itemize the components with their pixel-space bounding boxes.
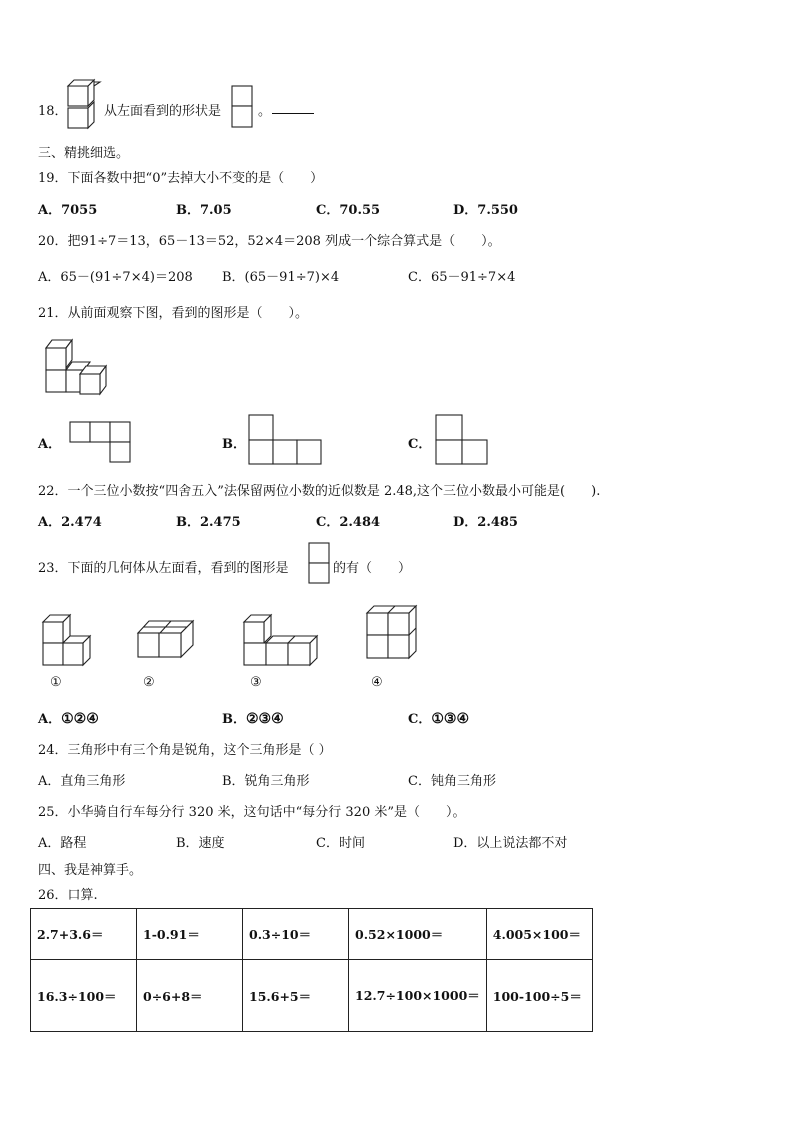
q26-calc-table xyxy=(30,908,593,1032)
q19-option-d[interactable]: D．7.550 xyxy=(453,203,518,218)
q23-figure-3 xyxy=(243,614,319,670)
calc-cell[interactable]: 16.3÷100＝ xyxy=(31,960,137,1032)
table-row xyxy=(31,909,593,960)
q23-option-a[interactable] xyxy=(38,708,99,727)
q22-option-b[interactable]: B．2.475 xyxy=(176,515,241,530)
q21-option-c[interactable]: C． xyxy=(408,437,432,452)
q18-answer-blank[interactable] xyxy=(272,101,314,118)
calc-cell[interactable]: 15.6+5＝ xyxy=(243,960,349,1032)
q21-cube-figure xyxy=(44,338,116,396)
calc-cell[interactable]: 4.005×100＝ xyxy=(486,909,592,960)
q19-option-c[interactable]: C．70.55 xyxy=(316,203,381,218)
q25-option-b[interactable]: B．速度 xyxy=(176,836,225,851)
q23-option-a-value: ①②④ xyxy=(61,711,99,727)
q24-option-c[interactable]: C．钝角三角形 xyxy=(408,774,496,789)
section3-heading: 三、精挑细选。 xyxy=(38,146,130,161)
q21-option-b[interactable]: B． xyxy=(222,437,246,452)
q25-text: 25．小华骑自行车每分行 320 米，这句话中“每分行 320 米”是（ ）。 xyxy=(38,805,466,820)
q21-option-b-shape[interactable] xyxy=(248,414,322,466)
q23-figure-2-label: ② xyxy=(143,675,155,690)
q24-option-b[interactable]: B．锐角三角形 xyxy=(222,774,310,789)
q21-text: 21．从前面观察下图，看到的图形是（ ）。 xyxy=(38,306,309,321)
q25-option-a[interactable]: A．路程 xyxy=(38,836,87,851)
q22-option-a[interactable]: A．2.474 xyxy=(38,515,102,530)
table-row xyxy=(31,960,593,1032)
section4-heading: 四、我是神算手。 xyxy=(38,863,143,878)
q23-figure-3-label: ③ xyxy=(250,675,262,690)
q23-option-b-value: ②③④ xyxy=(246,711,284,727)
q23-option-b-letter: B． xyxy=(222,712,246,727)
q22-option-c[interactable]: C．2.484 xyxy=(316,515,381,530)
q25-option-d[interactable]: D．以上说法都不对 xyxy=(453,836,568,851)
q25-option-c[interactable]: C．时间 xyxy=(316,836,365,851)
q23-figure-4-label: ④ xyxy=(371,675,383,690)
calc-cell[interactable]: 100-100÷5＝ xyxy=(486,960,592,1032)
q19-option-b[interactable]: B．7.05 xyxy=(176,203,232,218)
calc-cell[interactable]: 0.3÷10＝ xyxy=(243,909,349,960)
q20-option-a[interactable]: A．65－(91÷7×4)＝208 xyxy=(38,270,193,285)
q18-text: 从左面看到的形状是 xyxy=(104,104,222,119)
q21-option-c-shape[interactable] xyxy=(435,414,489,466)
q19-text: 19．下面各数中把“0”去掉大小不变的是（ ） xyxy=(38,171,324,186)
q24-option-a[interactable]: A．直角三角形 xyxy=(38,774,126,789)
q18-shape-icon xyxy=(231,85,253,129)
q18-number: 18． xyxy=(38,104,68,119)
q20-text: 20．把91÷7＝13，65－13＝52，52×4＝208 列成一个综合算式是（ ）。 xyxy=(38,234,501,249)
q23-option-c-value: ①③④ xyxy=(431,711,470,727)
calc-cell[interactable]: 0.52×1000＝ xyxy=(349,909,487,960)
q23-option-c[interactable] xyxy=(408,708,469,727)
q20-option-c[interactable]: C．65－91÷7×4 xyxy=(408,270,516,285)
q21-option-a-shape[interactable] xyxy=(69,421,133,463)
calc-cell[interactable]: 2.7+3.6＝ xyxy=(31,909,137,960)
q18-cube-figure xyxy=(66,78,100,132)
q21-option-a[interactable]: A． xyxy=(38,437,62,452)
q20-option-b[interactable]: B．(65－91÷7)×4 xyxy=(222,270,340,285)
calc-cell[interactable]: 12.7÷100×1000＝ xyxy=(349,960,487,1032)
calc-cell[interactable]: 1-0.91＝ xyxy=(137,909,243,960)
q23-figure-2 xyxy=(137,619,197,661)
q22-text: 22．一个三位小数按“四舍五入”法保留两位小数的近似数是 2.48,这个三位小数最小可能是( ). xyxy=(38,484,601,499)
q23-option-c-letter: C． xyxy=(408,712,432,727)
q23-figure-4 xyxy=(366,605,418,661)
q23-text-after: 的有（ ） xyxy=(333,561,412,576)
q23-option-b[interactable] xyxy=(222,708,284,727)
q23-shape-icon xyxy=(308,542,330,584)
q24-text: 24．三角形中有三个角是锐角，这个三角形是（ ） xyxy=(38,743,332,758)
q23-text-before: 23．下面的几何体从左面看，看到的图形是 xyxy=(38,561,289,576)
calc-cell[interactable]: 0÷6+8＝ xyxy=(137,960,243,1032)
q22-option-d[interactable]: D．2.485 xyxy=(453,515,518,530)
q26-text: 26．口算. xyxy=(38,888,98,903)
q18-end: 。 xyxy=(258,104,272,119)
q23-option-a-letter: A． xyxy=(38,712,62,727)
q23-figure-1 xyxy=(42,614,98,670)
q19-option-a[interactable]: A．7055 xyxy=(38,203,98,218)
q23-figure-1-label: ① xyxy=(50,675,62,690)
